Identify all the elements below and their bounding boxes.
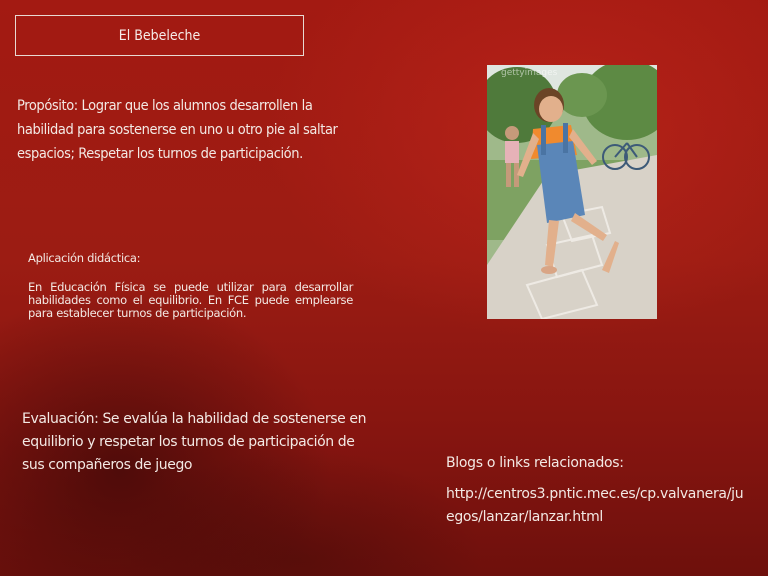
hopscotch-illustration [487,65,657,319]
evaluacion-text: Evaluación: Se evalúa la habilidad de sostenerse en equilibrio y respetar los turnos de participación de sus compañeros de juego [22,411,367,473]
blogs-heading: Blogs o links relacionados: [446,455,624,471]
proposito-text: Propósito: Lograr que los alumnos desarrollen la habilidad para sostenerse en uno u otro pie al saltar espacios; Respetar los turnos de participación. [17,98,338,162]
slide-title-box [15,15,304,56]
aplicacion-heading: Aplicación didáctica: [28,251,141,265]
blog-link[interactable]: http://centros3.pntic.mec.es/cp.valvanera/juegos/lanzar/lanzar.html [446,486,744,525]
hopscotch-photo [487,65,657,319]
aplicacion-body: En Educación Física se puede utilizar para desarrollar habilidades como el equilibrio. En FCE puede emplearse para establecer turnos de participación. [28,280,353,320]
slide-title: El Bebeleche [118,27,201,44]
blogs-section [446,455,746,529]
aplicacion-section [28,251,353,320]
photo-watermark: gettyimages [501,68,558,78]
